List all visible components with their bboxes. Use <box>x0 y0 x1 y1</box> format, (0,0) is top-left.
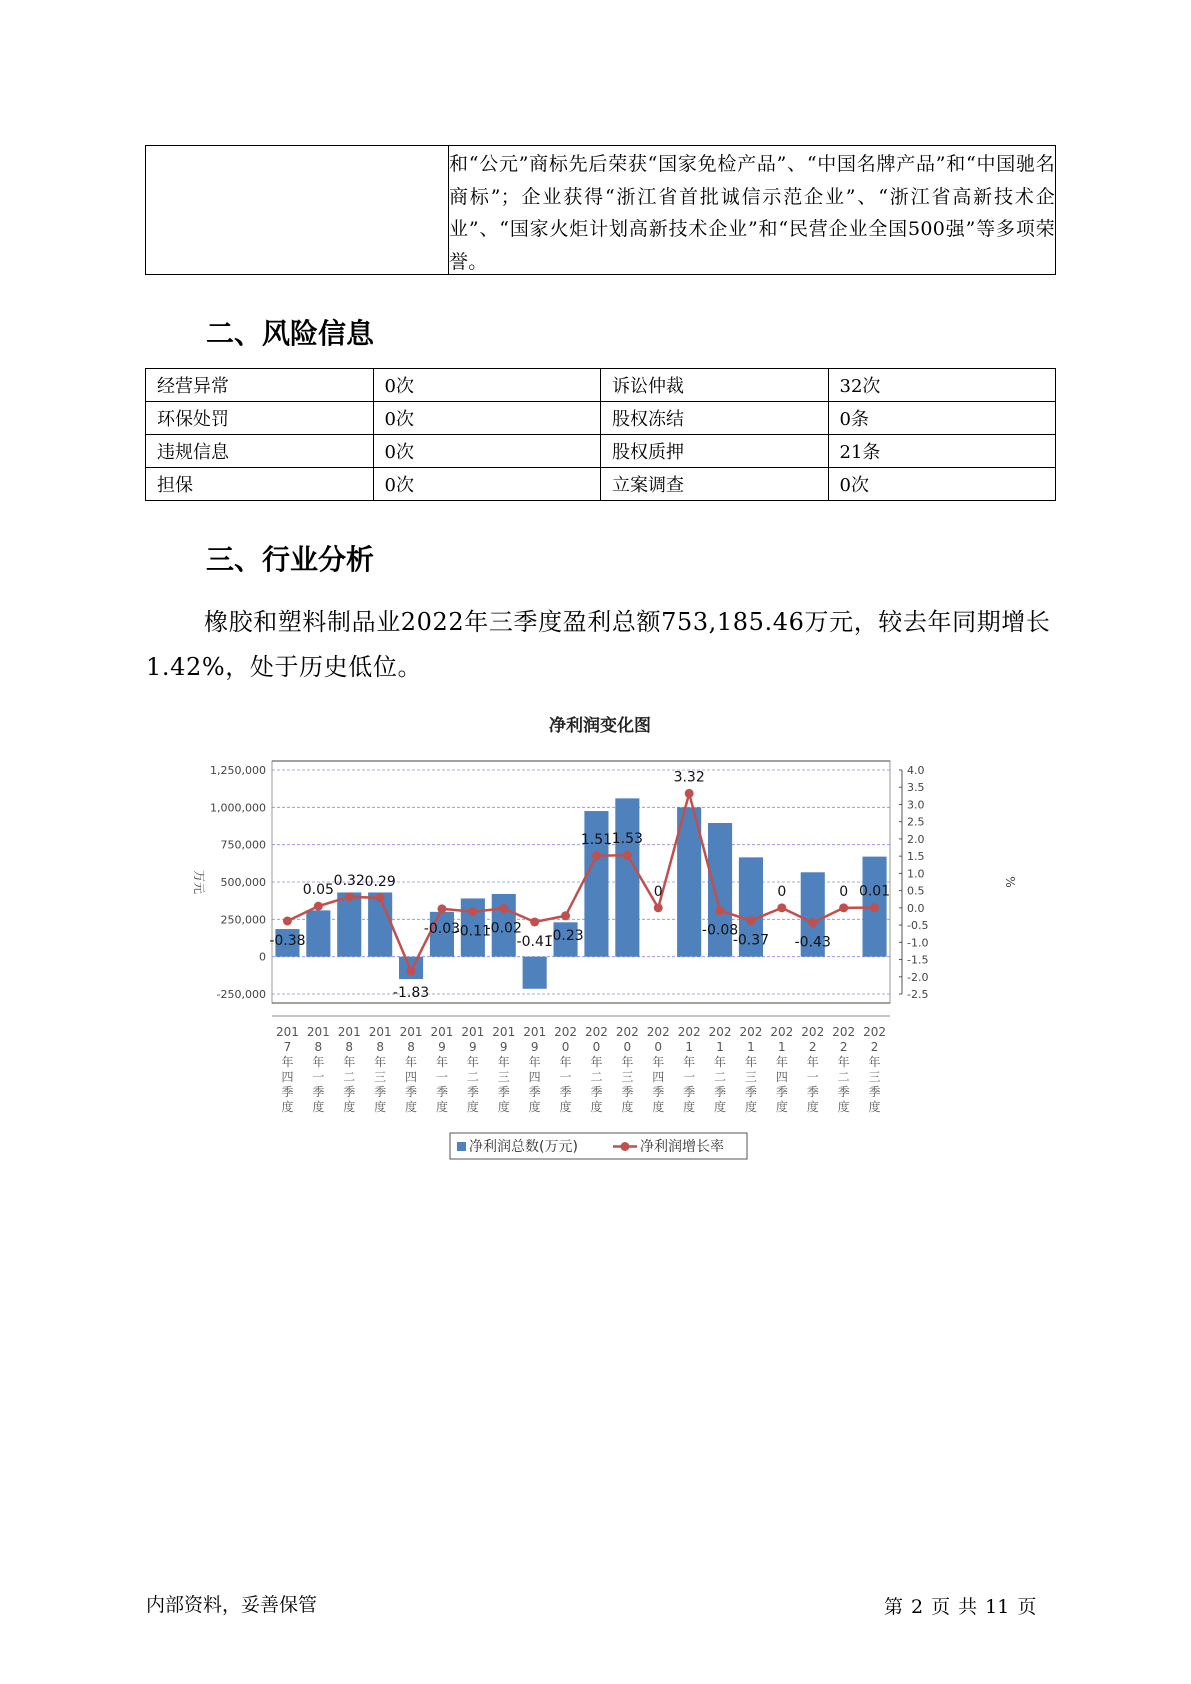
risk-label: 担保 <box>146 468 374 501</box>
growth-point <box>561 911 570 920</box>
chart-title: 净利润变化图 <box>549 716 651 736</box>
data-label: -0.38 <box>269 932 306 949</box>
x-tick-label: 202 1 年一季度 <box>677 1025 701 1114</box>
data-label: 0 <box>839 883 849 900</box>
data-label: 0.01 <box>858 883 891 900</box>
data-label: -0.43 <box>794 934 831 951</box>
data-label: 1.51 <box>580 831 613 848</box>
growth-point <box>623 851 632 860</box>
data-label: -0.02 <box>485 920 522 937</box>
table-row <box>146 402 1056 435</box>
growth-point <box>808 918 817 927</box>
y2-tick-label: -2.5 <box>907 988 929 1001</box>
x-tick-label: 201 7 年四季度 <box>275 1025 299 1114</box>
footer-page-number <box>884 1592 1044 1619</box>
data-label: -0.37 <box>732 932 770 949</box>
data-label: -0.03 <box>423 920 461 937</box>
x-tick-label: 201 8 年一季度 <box>306 1025 330 1114</box>
y2-tick-label: -1.5 <box>907 953 929 967</box>
risk-label: 环保处罚 <box>146 402 374 435</box>
y2-tick-label: -0.5 <box>907 919 929 933</box>
risk-value: 0次 <box>373 468 601 501</box>
section-title-risk: 二、风险信息 <box>206 317 375 350</box>
industry-paragraph: 橡胶和塑料制品业2022年三季度盈利总额753,185.46万元，较去年同期增长1.42%，处于历史低位。 <box>146 608 1051 681</box>
y2-tick-label: 2.5 <box>907 815 925 829</box>
y-tick-label: 0 <box>259 950 266 964</box>
total-unit: 页 <box>1017 1596 1037 1618</box>
y-tick-label: 250,000 <box>220 913 266 927</box>
growth-point <box>407 966 416 975</box>
growth-point <box>592 851 601 860</box>
legend-bar-swatch <box>457 1142 466 1151</box>
legend-line-label: 净利润增长率 <box>640 1139 724 1155</box>
page-num: 2 <box>911 1596 924 1618</box>
y-axis-title: 万元 <box>192 869 206 895</box>
y2-axis-title: % <box>1003 876 1017 888</box>
y2-tick-label: 3.5 <box>907 781 925 795</box>
data-label: 0.29 <box>364 873 396 890</box>
x-tick-label: 202 2 年二季度 <box>832 1025 856 1114</box>
bar <box>337 892 361 956</box>
net-profit-chart <box>180 708 1020 1168</box>
y2-tick-label: 1.5 <box>907 850 925 864</box>
x-tick-label: 201 9 年三季度 <box>492 1025 516 1114</box>
table-left-cell <box>146 146 449 274</box>
growth-point <box>437 904 446 913</box>
data-label: -1.83 <box>392 984 430 1001</box>
risk-value: 0次 <box>828 468 1056 501</box>
data-label: -0.23 <box>547 927 584 944</box>
data-label: -0.41 <box>516 933 553 950</box>
x-tick-label: 202 2 年三季度 <box>863 1025 887 1114</box>
y2-tick-label: -1.0 <box>907 936 929 950</box>
table-row <box>146 468 1056 501</box>
total-num: 11 <box>985 1596 1010 1618</box>
x-tick-label: 202 1 年二季度 <box>708 1025 732 1114</box>
y-tick-label: -250,000 <box>216 988 266 1001</box>
risk-value: 0次 <box>373 402 601 435</box>
section-title-industry: 三、行业分析 <box>206 543 375 576</box>
bar <box>615 798 639 956</box>
growth-point <box>777 903 786 912</box>
growth-point <box>685 789 694 798</box>
data-label: 0 <box>777 883 787 900</box>
y2-tick-label: 2.0 <box>907 832 925 846</box>
data-label: 0.05 <box>302 882 334 899</box>
x-tick-label: 202 0 年一季度 <box>554 1025 578 1114</box>
y-tick-label: 500,000 <box>220 876 266 889</box>
growth-point <box>499 904 508 913</box>
risk-label: 经营异常 <box>146 369 374 402</box>
risk-label: 诉讼仲裁 <box>601 369 829 402</box>
x-tick-label: 201 9 年四季度 <box>523 1025 547 1114</box>
x-tick-label: 202 1 年三季度 <box>739 1025 763 1114</box>
chart-legend <box>450 1133 747 1159</box>
growth-point <box>468 907 477 916</box>
growth-point <box>839 903 848 912</box>
x-tick-label: 202 2 年一季度 <box>801 1025 825 1114</box>
y2-tick-label: 4.0 <box>907 764 925 777</box>
growth-point <box>746 916 755 925</box>
risk-value: 0次 <box>373 435 601 468</box>
y-tick-label: 1,000,000 <box>210 801 266 815</box>
risk-value: 0次 <box>373 369 601 402</box>
risk-info-table <box>145 368 1056 501</box>
y2-tick-label: 0.0 <box>907 901 925 915</box>
page-prefix: 第 <box>884 1596 904 1618</box>
x-tick-label: 201 9 年二季度 <box>461 1025 485 1114</box>
x-tick-label: 202 0 年二季度 <box>584 1025 608 1114</box>
risk-value: 32次 <box>828 369 1056 402</box>
x-tick-label: 201 8 年四季度 <box>399 1025 423 1114</box>
legend-line-marker <box>621 1142 630 1151</box>
footer-confidential: 内部资料，妥善保管 <box>146 1594 318 1616</box>
company-info-table <box>145 145 1056 275</box>
risk-label: 违规信息 <box>146 435 374 468</box>
bar <box>306 910 330 956</box>
y2-tick-label: 0.5 <box>907 884 925 898</box>
x-tick-label: 201 8 年二季度 <box>337 1025 361 1114</box>
risk-label: 股权质押 <box>601 435 829 468</box>
growth-point <box>314 902 323 911</box>
x-tick-label: 202 1 年四季度 <box>770 1025 794 1114</box>
total-prefix: 共 <box>958 1596 978 1618</box>
bar <box>523 957 547 989</box>
growth-point <box>654 903 663 912</box>
x-tick-label: 202 0 年三季度 <box>615 1025 639 1114</box>
growth-point <box>530 917 539 926</box>
growth-point <box>870 903 879 912</box>
page-unit: 页 <box>931 1596 951 1618</box>
data-label: -0.11 <box>454 923 491 940</box>
x-tick-label: 202 0 年四季度 <box>646 1025 670 1114</box>
x-tick-label: 201 8 年三季度 <box>368 1025 392 1114</box>
honors-text: 和“公元”商标先后荣获“国家免检产品”、“中国名牌产品”和“中国驰名商标”；企业获得“浙江省首批诚信示范企业”、“浙江省高新技术企业”、“国家火炬计划高新技术企业”和“民营企业全国500强”等多项荣誉。 <box>449 153 1055 273</box>
risk-label: 立案调查 <box>601 468 829 501</box>
data-label: 1.53 <box>611 831 643 848</box>
y2-tick-label: -2.0 <box>907 970 929 984</box>
y-tick-label: 750,000 <box>220 838 266 852</box>
data-label: 3.32 <box>673 769 705 786</box>
risk-label: 股权冻结 <box>601 402 829 435</box>
growth-point <box>376 893 385 902</box>
y2-tick-label: 3.0 <box>907 798 925 812</box>
table-row <box>146 435 1056 468</box>
growth-point <box>283 916 292 925</box>
data-label: 0.32 <box>333 872 365 889</box>
risk-value: 21条 <box>828 435 1056 468</box>
growth-point <box>345 892 354 901</box>
y2-tick-label: 1.0 <box>907 867 925 881</box>
growth-point <box>716 906 725 915</box>
data-label: 0 <box>653 883 663 900</box>
data-label: -0.08 <box>701 922 739 939</box>
x-tick-label: 201 9 年一季度 <box>430 1025 454 1114</box>
y-tick-label: 1,250,000 <box>210 764 266 777</box>
legend-bar-label: 净利润总数(万元) <box>469 1139 578 1155</box>
risk-value: 0条 <box>828 402 1056 435</box>
table-row <box>146 369 1056 402</box>
